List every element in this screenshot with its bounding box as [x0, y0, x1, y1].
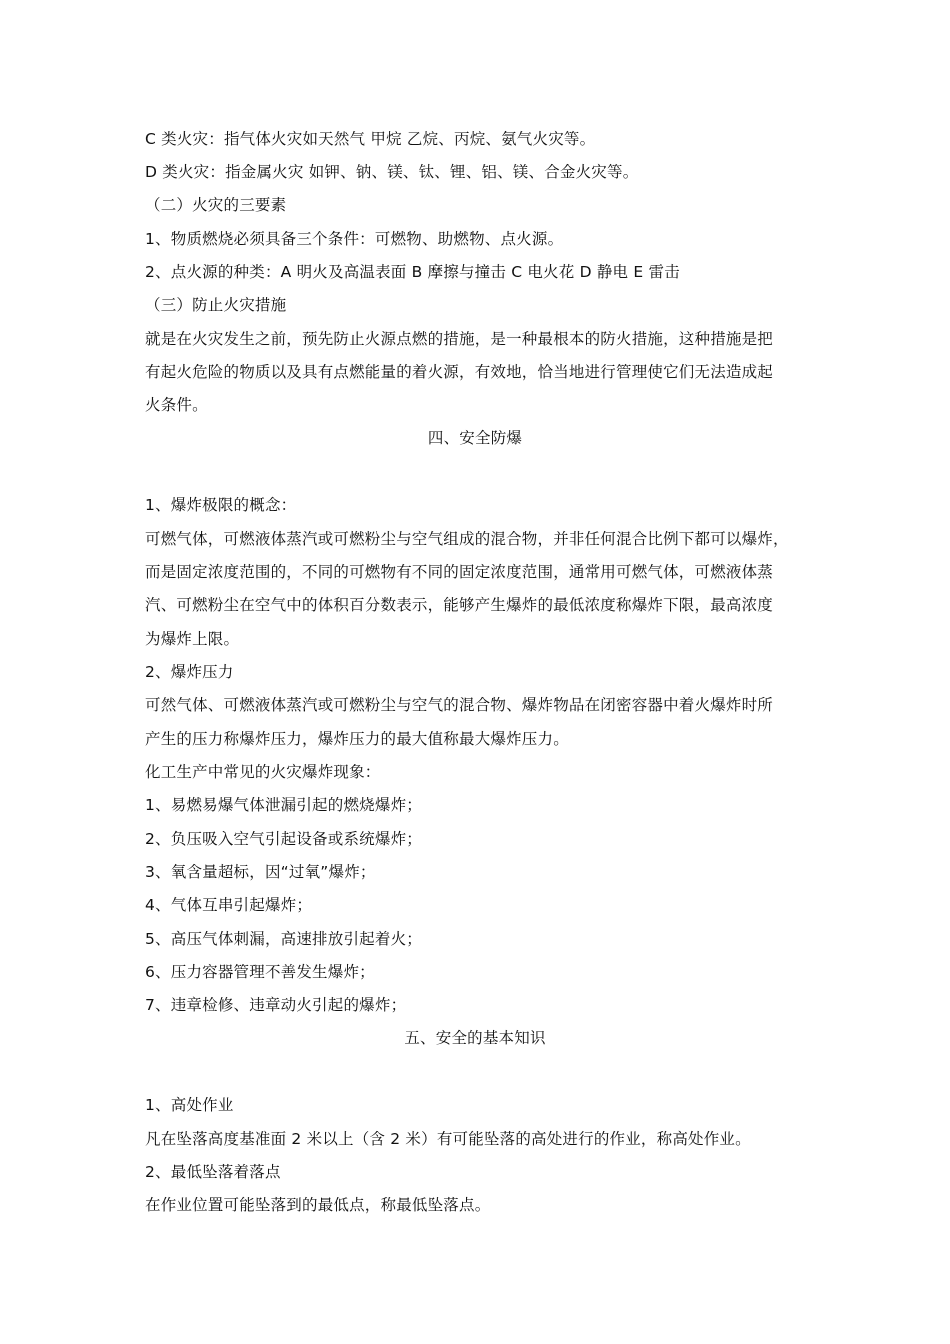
list-item: 2、负压吸入空气引起设备或系统爆炸； — [145, 830, 422, 848]
subsection-heading: （三）防止火灾措施 — [145, 296, 287, 314]
paragraph-line: 2、最低坠落着落点 — [145, 1163, 281, 1181]
list-item: 4、气体互串引起爆炸； — [145, 896, 313, 914]
paragraph-line: 1、物质燃烧必须具备三个条件：可燃物、助燃物、点火源。 — [145, 230, 564, 248]
list-item: 1、易燃易爆气体泄漏引起的燃烧爆炸； — [145, 796, 422, 814]
paragraph-line: 而是固定浓度范围的，不同的可燃物有不同的固定浓度范围，通常用可燃气体，可燃液体蒸 — [145, 563, 774, 581]
paragraph-line: 火条件。 — [145, 396, 208, 414]
paragraph-line: 2、爆炸压力 — [145, 663, 234, 681]
paragraph-line: C 类火灾：指气体火灾如天然气 甲烷 乙烷、丙烷、氨气火灾等。 — [145, 130, 596, 148]
list-item: 5、高压气体刺漏，高速排放引起着火； — [145, 930, 422, 948]
paragraph-line: 化工生产中常见的火灾爆炸现象： — [145, 763, 381, 781]
paragraph-line: 就是在火灾发生之前，预先防止火源点燃的措施，是一种最根本的防火措施，这种措施是把 — [145, 330, 774, 348]
paragraph-line: 在作业位置可能坠落到的最低点，称最低坠落点。 — [145, 1196, 491, 1214]
paragraph-line: 为爆炸上限。 — [145, 630, 240, 648]
paragraph-line: 1、高处作业 — [145, 1096, 234, 1114]
paragraph-line: 可燃气体，可燃液体蒸汽或可燃粉尘与空气组成的混合物，并非任何混合比例下都可以爆炸， — [145, 530, 789, 548]
paragraph-line: 2、点火源的种类：A 明火及高温表面 B 摩擦与撞击 C 电火花 D 静电 E 雷击 — [145, 263, 680, 281]
paragraph-line: 产生的压力称爆炸压力，爆炸压力的最大值称最大爆炸压力。 — [145, 730, 569, 748]
paragraph-line: 1、爆炸极限的概念： — [145, 496, 297, 514]
paragraph-line: 汽、可燃粉尘在空气中的体积百分数表示，能够产生爆炸的最低浓度称爆炸下限，最高浓度 — [145, 596, 774, 614]
paragraph-line: D 类火灾：指金属火灾 如钾、钠、镁、钛、锂、铝、镁、合金火灾等。 — [145, 163, 639, 181]
list-item: 7、违章检修、违章动火引起的爆炸； — [145, 996, 407, 1014]
list-item: 6、压力容器管理不善发生爆炸； — [145, 963, 375, 981]
paragraph-line: 有起火危险的物质以及具有点燃能量的着火源，有效地，恰当地进行管理使它们无法造成起 — [145, 363, 774, 381]
paragraph-line: 可然气体、可燃液体蒸汽或可燃粉尘与空气的混合物、爆炸物品在闭密容器中着火爆炸时所 — [145, 696, 774, 714]
list-item: 3、氧含量超标，因“过氧”爆炸； — [145, 863, 376, 881]
section-heading: 五、安全的基本知识 — [404, 1029, 546, 1047]
section-heading: 四、安全防爆 — [427, 429, 523, 447]
paragraph-line: 凡在坠落高度基准面 2 米以上（含 2 米）有可能坠落的高处进行的作业，称高处作业。 — [145, 1130, 751, 1148]
subsection-heading: （二）火灾的三要素 — [145, 196, 287, 214]
